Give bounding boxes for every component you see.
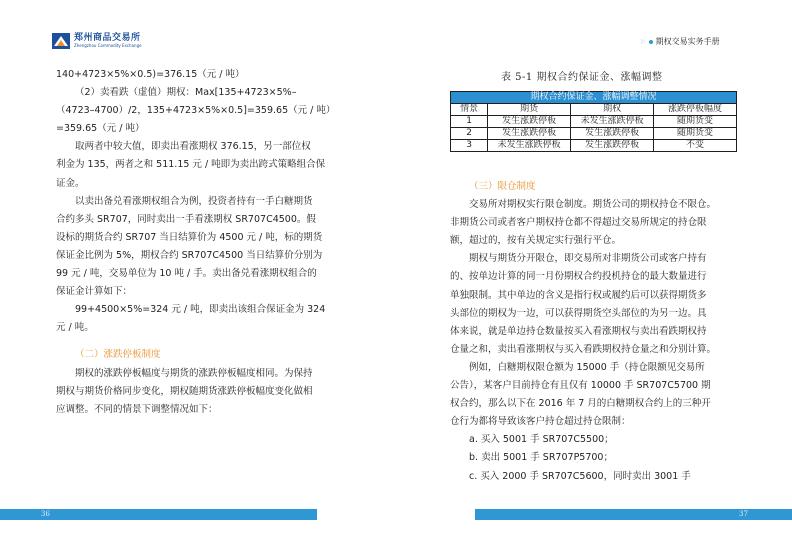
table-title: 表 5-1 期权合约保证金、涨幅调整 [501,72,663,83]
table-cell: 发生涨跌停板 [571,128,654,140]
table-cell: 未发生涨跌停板 [488,140,571,152]
text-line: 期权与期货价格同步变化，期权随期货涨跌停板幅度变化做相 [56,385,313,397]
table-cell: 发生涨跌停板 [571,140,654,152]
text-line: 期权与期货分开限仓，即交易所对非期货公司或客户持有 [469,253,707,265]
text-line: 99 元 / 吨，交易单位为 10 吨 / 手。卖出备兑看涨期权组合的 [56,268,317,280]
text-line: 例如，白糖期权限仓额为 15000 手（持仓限额见交易所 [469,361,705,373]
book-title: 期权交易实务手册 [655,37,720,46]
column-header: 期货 [488,104,571,116]
table-row [451,140,737,152]
text-line: 取两者中较大值，即卖出看涨期权 376.15，另一部位权 [75,141,311,153]
text-line: a. 买入 5001 手 SR707C5500； [469,434,614,446]
table-cell: 2 [451,128,488,140]
column-header: 涨跌停板幅度 [654,104,737,116]
text-line: 权合约，那么以下在 2016 年 7 月的白糖期权合约上的三种开 [450,398,711,410]
table-caption-row [451,92,737,104]
text-line: c. 买入 2000 手 SR707C5600，同时卖出 3001 手 [469,470,691,482]
table-row [451,128,737,140]
text-line: 单独限制。其中单边的含义是指行权或履约后可以获得期货多 [450,289,707,301]
arrow-right-icon: ▷ [641,38,646,45]
table-cell: 1 [451,116,488,128]
table-cell: 3 [451,140,488,152]
column-header: 情景 [451,104,488,116]
text-line: 交易所对期权实行限仓制度。期货公司的期权持仓不限仓。 [469,199,717,211]
text-line: 体来说，就是单边持仓数量按买入看涨期权与卖出看跌期权持 [450,325,707,337]
table-header-row [451,104,737,116]
table-row [451,116,737,128]
text-line: 仓行为都将导致该客户持仓超过持仓限制： [450,416,631,428]
bullet-dot-icon [649,40,653,44]
text-line: 额，超过的，按有关规定实行强行平仓。 [450,235,622,247]
table-cell: 随期货变 [654,116,737,128]
text-line: 99+4500×5%=324 元 / 吨，即卖出该组合保证金为 324 [75,304,326,316]
table-cell: 不变 [654,140,737,152]
text-line: 元 / 吨。 [56,322,94,334]
table-caption: 期权合约保证金、涨幅调整情况 [451,92,737,104]
text-line: b. 卖出 5001 手 SR707P5700； [469,452,613,464]
table-cell: 未发生涨跌停板 [571,116,654,128]
column-header: 期权 [571,104,654,116]
text-line: 140+4723×5%×0.5)=376.15（元 / 吨） [56,69,245,80]
margin-adjustment-table [450,91,737,152]
text-line: 证金。 [56,177,85,189]
table-cell: 发生涨跌停板 [488,116,571,128]
table-cell: 随期货变 [654,128,737,140]
running-header [641,37,720,47]
exchange-logo [52,33,142,49]
text-line: 仓量之和，卖出看涨期权与买入看跌期权持仓量之和分别计算。 [450,343,717,355]
section-heading: （二）涨跌停板制度 [75,349,161,361]
text-line: 期权的涨跌停板幅度与期货的涨跌停板幅度相同。为保持 [75,367,313,379]
text-line: 的、按单边计算的同一月份期权合约投机持仓的最大数量进行 [450,271,707,283]
exchange-logo-icon [52,33,70,49]
page-number-right: 37 [739,510,748,518]
logo-english-name: Zhengzhou Commodity Exchange [74,43,142,48]
text-line: 保证金比例为 5%，期权合约 SR707C4500 当日结算价分别为 [56,249,323,261]
text-line: （2）卖看跌（虚值）期权：Max[135+4723×5%– [75,87,297,99]
text-line: （4723–4700）/2，135+4723×5%×0.5]=359.65（元 / 吨） [56,105,336,117]
left-page-body [56,66,343,419]
text-line: 应调整。不同的情景下调整情况如下： [56,403,218,415]
text-line: 头部位的期权为一边，可以获得期货空头部位的为另一边。具 [450,307,707,319]
text-line: =359.65（元 / 吨） [56,123,145,135]
right-page-body [450,178,737,486]
text-line: 非期货公司或者客户期权持仓都不得超过交易所规定的持仓限 [450,217,707,229]
table-cell: 发生涨跌停板 [488,128,571,140]
logo-chinese-name: 郑州商品交易所 [74,33,141,43]
text-line: 设标的期货合约 SR707 当日结算价为 4500 元 / 吨，标的期货 [56,231,323,243]
text-line: 利金为 135，两者之和 511.15 元 / 吨即为卖出跨式策略组合保 [56,159,326,171]
text-line: 合约多头 SR707，同时卖出一手看涨期权 SR707C4500。假 [56,213,316,225]
text-line: 保证金计算如下： [56,286,133,298]
text-line: 公告），某客户目前持仓有且仅有 10000 手 SR707C5700 期 [450,380,711,392]
section-heading: （三）限仓制度 [469,181,536,192]
text-line: 以卖出备兑看涨期权组合为例，投资者持有一手白糖期货 [75,195,313,207]
page-number-left: 36 [41,510,50,518]
